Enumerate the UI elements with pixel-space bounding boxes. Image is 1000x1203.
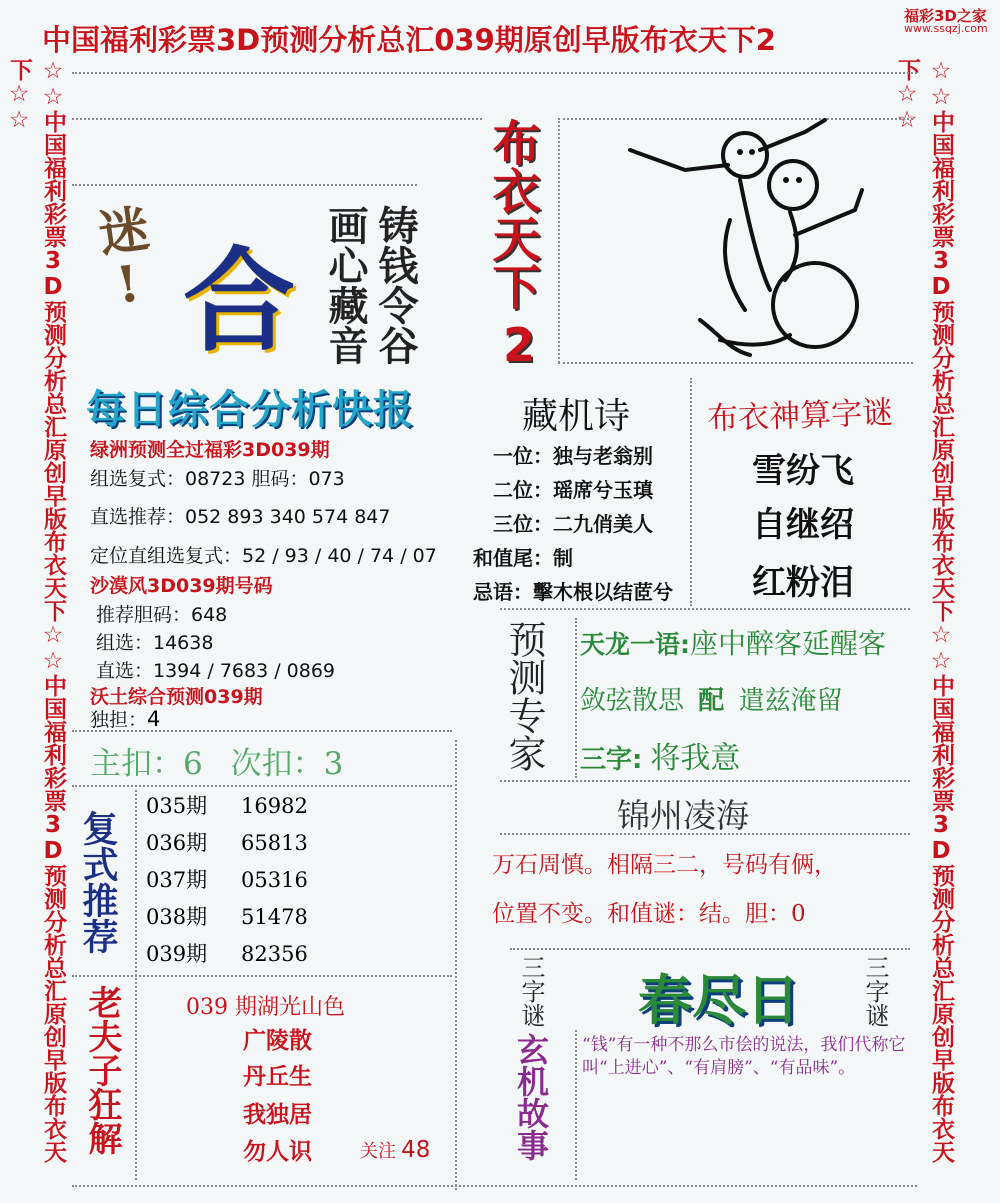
frame-top: [72, 72, 917, 74]
fushi-table: [146, 790, 308, 975]
follow-label: 关注: [360, 1141, 396, 1162]
poem-line-text: 瑶席兮玉瑱: [553, 478, 653, 502]
poem-avoid-text: 擊木根以结茝兮: [533, 580, 673, 604]
expert-line-2-text1: 敛弦散思: [580, 686, 685, 716]
hero-left-word: 迷!: [87, 201, 162, 318]
frame-line: [690, 378, 692, 606]
threeword-right-tag: 三字谜: [861, 955, 889, 1027]
number-cell: 16982: [241, 794, 308, 818]
poem-line-label: 三位：: [493, 512, 553, 536]
laofuzi-title: 039 期湖光山色: [186, 995, 345, 1020]
hero-big-char: 合: [183, 237, 295, 367]
table-row: [146, 938, 308, 975]
riddle-word-3: 红粉泪: [752, 563, 854, 603]
number-cell: 65813: [241, 831, 308, 855]
laofuzi-line-3: 我独居: [243, 1102, 312, 1128]
brand-title: 布衣天下: [484, 118, 540, 310]
poem-line-label: 一位：: [493, 444, 553, 468]
story-text: “钱”有一种不那么市侩的说法，我们代称它叫“上进心”、“有肩膀”、“有品味”。: [582, 1035, 906, 1078]
fushi-label: 复式推荐: [77, 810, 119, 954]
jinzhou-text-2: 位置不变。和值谜：结。胆：0: [492, 901, 806, 927]
number-cell: 05316: [241, 868, 308, 892]
number-cell: 82356: [241, 942, 308, 966]
oasis-direct: 直选推荐：052 893 340 574 847: [90, 506, 391, 528]
expert-line-3-tag: 三字:: [580, 745, 643, 775]
jinzhou-title: 锦州凌海: [617, 796, 749, 835]
story-label: 玄机故事: [512, 1033, 550, 1161]
frame-line: [510, 948, 910, 950]
table-row: [146, 901, 308, 938]
riddle-word-2: 自继绍: [752, 505, 854, 545]
oasis-title: 绿洲预测全过福彩3D039期: [90, 439, 330, 461]
brand-number: 2: [503, 318, 536, 372]
expert-line-1: [580, 622, 886, 662]
expert-line-1-text: 座中醉客延醒客: [690, 627, 887, 660]
expert-line-2-tag: 配: [698, 686, 725, 716]
wotu-value: 4: [147, 707, 161, 731]
cyclist-illustration: [600, 120, 900, 360]
period-cell: 037期: [146, 868, 208, 892]
expert-line-2-text2: 遣兹淹留: [738, 686, 843, 716]
wotu-title: 沃土综合预测039期: [90, 686, 263, 708]
poem-line-1: [493, 440, 653, 469]
wotu-label: 独担：: [90, 709, 148, 731]
frame-line: [72, 118, 482, 120]
main-label: 主扣：: [90, 746, 183, 782]
jinzhou-text-1: 万石周慎。相隔三二，号码有俩，: [492, 852, 837, 878]
period-cell: 035期: [146, 794, 208, 818]
frame-line: [72, 975, 452, 977]
laofuzi-line-1: 广陵散: [243, 1028, 312, 1054]
poem-line-text: 二九俏美人: [553, 512, 653, 536]
expert-line-3: [580, 733, 740, 777]
threeword-left-tag: 三字谜: [517, 955, 545, 1027]
expert-line-3-text: 将我意: [650, 741, 741, 776]
watermark-url: www.ssqzj.com: [904, 22, 988, 35]
laofuzi-line-2: 丹丘生: [243, 1064, 312, 1090]
poem-line-label: 二位：: [493, 478, 553, 502]
expert-line-2: [580, 680, 843, 717]
poem-line-3: [493, 508, 653, 537]
main-value: 6: [183, 746, 203, 782]
period-cell: 038期: [146, 905, 208, 929]
sub-value: 3: [323, 746, 344, 782]
desert-group: 组选：14638: [96, 632, 214, 654]
frame-line: [558, 362, 913, 364]
wotu-dan: [90, 705, 160, 732]
laofuzi-line-4: 勿人识: [243, 1139, 312, 1165]
period-cell: 036期: [146, 831, 208, 855]
right-border-text: ☆☆中国福利彩票3D预测分析总汇原创早版布衣天下☆☆中国福利彩票3D预测分析总汇原创早版布衣天下☆☆: [894, 58, 954, 1163]
follow-note: [360, 1137, 430, 1163]
table-row: [146, 864, 308, 901]
frame-line: [558, 118, 560, 363]
page-title: 中国福利彩票3D预测分析总汇039期原创早版布衣天下2: [42, 23, 776, 57]
riddle-title: 布衣神算字谜: [706, 394, 894, 438]
frame-line: [72, 1185, 917, 1187]
poem-sum: [473, 542, 573, 571]
poem-avoid-label: 忌语：: [473, 580, 533, 604]
poem-title: 藏机诗: [522, 396, 631, 437]
hero-poem-col2: 画心藏音: [322, 205, 369, 365]
follow-value: 48: [401, 1137, 431, 1163]
hero-poem-col1: 铸钱令谷: [372, 205, 419, 365]
frame-line: [72, 785, 452, 787]
main-sub-kill: [90, 738, 343, 783]
poem-sum-label: 和值尾：: [473, 546, 553, 570]
frame-line: [135, 785, 137, 1180]
table-row: [146, 827, 308, 864]
poem-sum-text: 制: [553, 546, 573, 570]
laofuzi-label: 老夫子狂解: [82, 985, 122, 1155]
expert-label: 预测专家: [502, 620, 546, 772]
desert-title: 沙漠风3D039期号码: [90, 575, 273, 597]
sub-label: 次扣：: [230, 746, 324, 782]
poem-avoid: [473, 576, 673, 605]
poem-line-text: 独与老翁别: [553, 444, 653, 468]
frame-line: [575, 1030, 577, 1180]
frame-line: [500, 608, 910, 610]
report-banner: 每日综合分析快报: [86, 387, 414, 433]
oasis-group: 组选复式：08723 胆码：073: [90, 468, 345, 490]
number-cell: 51478: [241, 905, 308, 929]
expert-line-1-tag: 天龙一语:: [580, 630, 690, 659]
period-cell: 039期: [146, 942, 208, 966]
left-border-text: ☆☆中国福利彩票3D预测分析总汇原创早版布衣天下☆☆中国福利彩票3D预测分析总汇原创早版布衣天下☆☆: [6, 58, 66, 1163]
table-row: [146, 790, 308, 827]
oasis-position: 定位直组选复式：52 / 93 / 40 / 74 / 07: [90, 545, 437, 567]
frame-line: [575, 618, 577, 778]
desert-direct: 直选：1394 / 7683 / 0869: [96, 660, 336, 682]
frame-line: [455, 740, 457, 1190]
riddle-word-1: 雪纷飞: [752, 451, 854, 491]
threeword-title: 春尽日: [638, 969, 800, 1032]
frame-line: [72, 184, 417, 186]
watermark-name: 福彩3D之家: [904, 7, 987, 25]
poem-line-2: [493, 474, 653, 503]
desert-dan: 推荐胆码：648: [96, 604, 228, 626]
frame-line: [500, 780, 910, 782]
